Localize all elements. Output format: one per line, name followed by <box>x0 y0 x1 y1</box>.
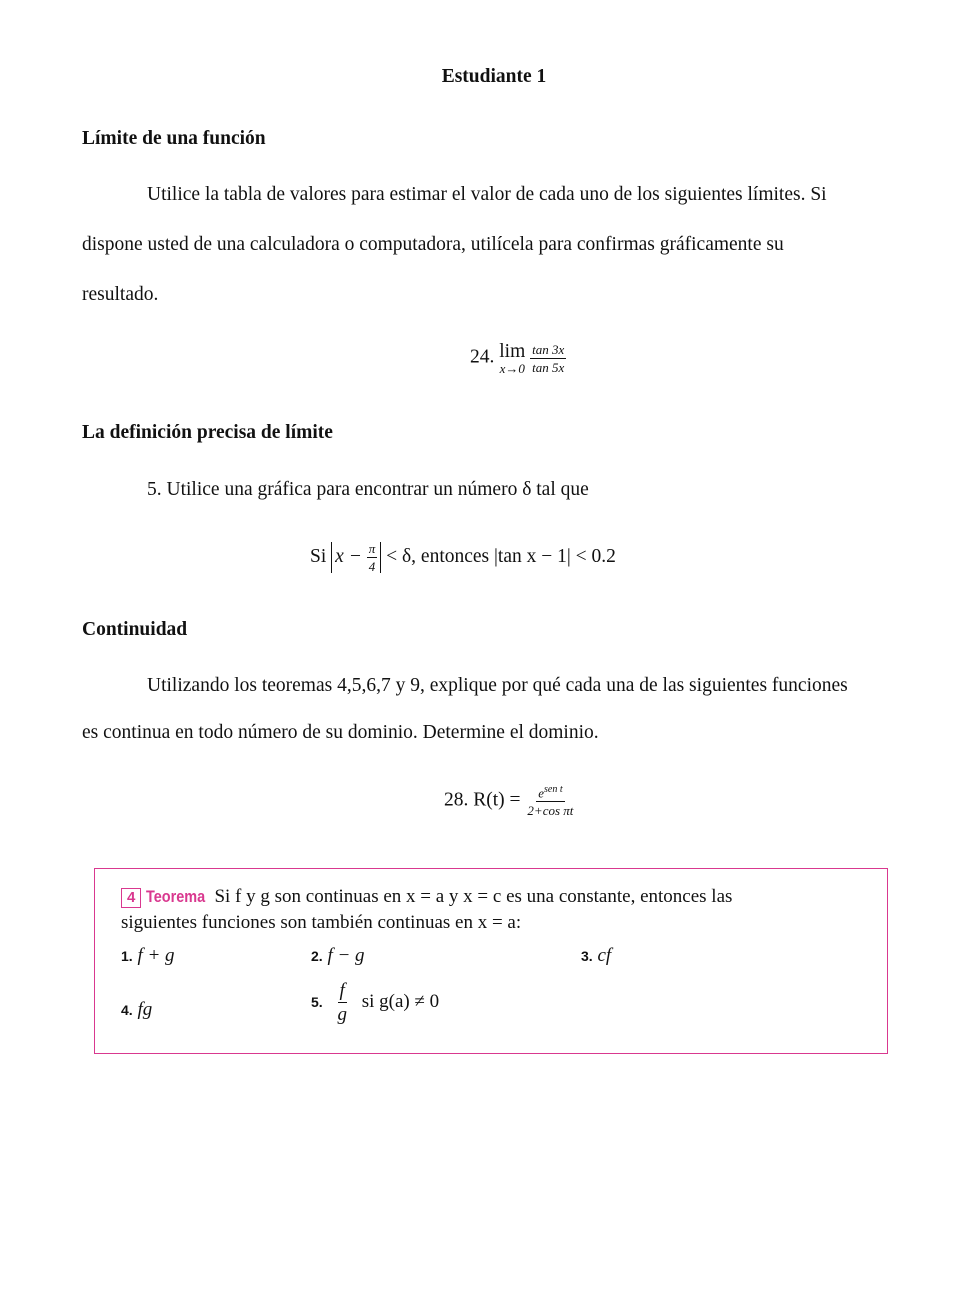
paragraph-line: Utilizando los teoremas 4,5,6,7 y 9, explique por qué cada una de las siguientes funciones <box>147 675 848 696</box>
paragraph: 5. Utilice una gráfica para encontrar un número δ tal que <box>147 479 589 500</box>
exercise-24-formula <box>470 342 566 375</box>
theorem-number: 4 <box>121 888 141 908</box>
theorem-item: 3. cf <box>581 945 612 966</box>
theorem-line-2: siguientes funciones son también continuas en x = a: <box>121 912 522 933</box>
theorem-text: Si f y g son continuas en x = a y x = c es una constante, entonces las <box>214 886 733 907</box>
theorem-item: 2. f − g <box>311 945 365 966</box>
theorem-box <box>94 868 888 1054</box>
si-text: Si <box>310 546 327 567</box>
function-lhs: 28. R(t) = <box>444 789 521 811</box>
lim-subscript: x→0 <box>499 360 525 376</box>
inequality-rest: < δ, entonces |tan x − 1| < 0.2 <box>386 546 616 567</box>
paragraph-line: Utilice la tabla de valores para estimar el valor de cada uno de los siguientes límites. Si <box>147 184 827 205</box>
document-title: Estudiante 1 <box>441 66 547 87</box>
theorem-item: 1. f + g <box>121 945 175 966</box>
section-heading-definicion: La definición precisa de límite <box>82 422 333 443</box>
theorem-item: 4. fg <box>121 999 153 1020</box>
abs-expression: x − <box>335 546 362 567</box>
exercise-28-formula <box>444 785 575 817</box>
paragraph-line: resultado. <box>82 284 159 305</box>
exponent: sen t <box>544 784 563 795</box>
fraction-numerator: π <box>368 541 376 557</box>
lim-symbol: lim <box>499 341 526 362</box>
exercise-number: 24. <box>470 346 495 368</box>
fraction-denominator: 4 <box>368 559 376 575</box>
section-heading-limite: Límite de una función <box>82 128 266 149</box>
theorem-line-1 <box>121 886 732 908</box>
fraction-numerator: tan 3x <box>532 341 565 357</box>
fraction-denominator: tan 5x <box>532 359 565 375</box>
condition: si g(a) ≠ 0 <box>361 990 440 1012</box>
paragraph-line: es continua en todo número de su dominio. Determine el dominio. <box>82 722 599 743</box>
fraction-denominator: 2+cos πt <box>527 803 574 819</box>
theorem-label: Teorema <box>146 887 206 906</box>
exercise-5-formula <box>310 542 616 573</box>
exponential-base: e <box>538 785 544 801</box>
paragraph-line: dispone usted de una calculadora o computadora, utilícela para confirmas gráficamente su <box>82 234 784 255</box>
theorem-item: 5. $\frac{f}{g}$ si g(a) ≠ 0 <box>311 980 440 1025</box>
section-heading-continuidad: Continuidad <box>82 619 188 640</box>
